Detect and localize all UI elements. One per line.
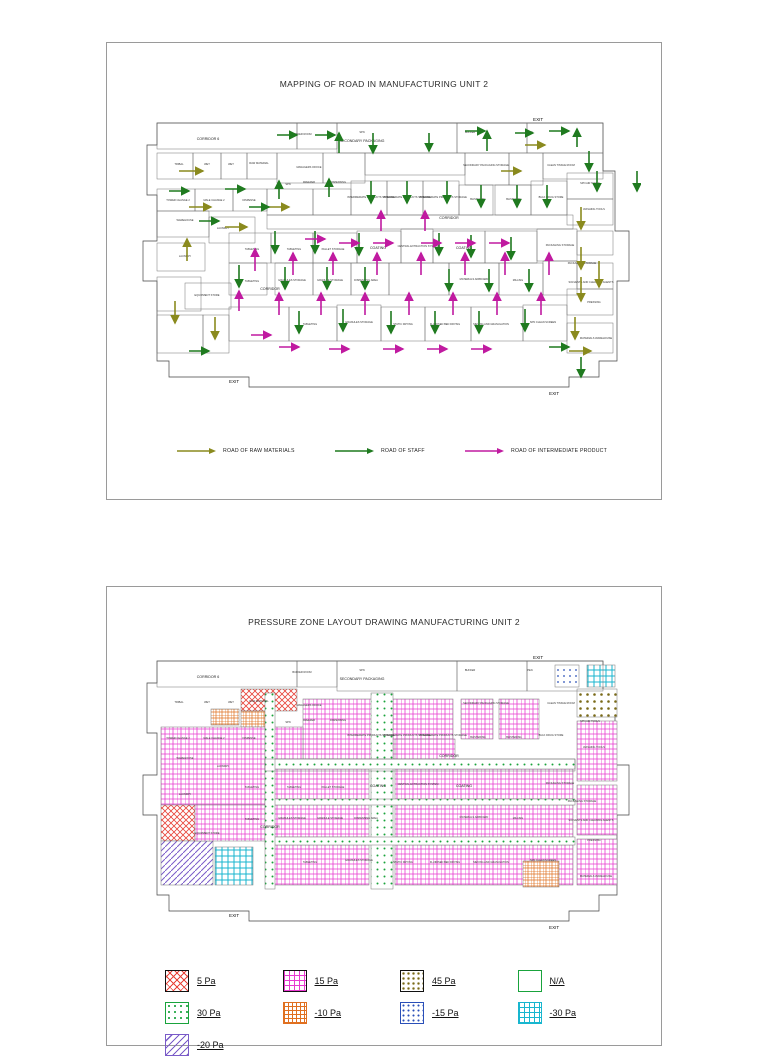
room-label: WET [204, 163, 210, 166]
legend-item-minus10pa [283, 997, 401, 1029]
swatch-30pa [165, 1002, 189, 1024]
room-label: INTERMEDIATE PRODUCTS STORAGE [347, 196, 395, 199]
room-label: CENTRAL EXTRACTION SYSTEM [397, 245, 439, 248]
room-label: MATERIALS AIRBOARD [459, 816, 489, 819]
legend-label: ROAD OF INTERMEDIATE PRODUCT [511, 448, 607, 454]
room-label: COATING [455, 784, 473, 788]
room-label: WAREHOUSE [176, 219, 194, 222]
room-label: WAREHOUSE [176, 757, 194, 760]
room-label: BUFFER [464, 131, 476, 134]
legend-label: -10 Pa [314, 1008, 342, 1018]
exit-label: EXIT [533, 655, 544, 660]
legend-label: ROAD OF RAW MATERIALS [223, 448, 295, 454]
floor-plan-road-mapping [129, 111, 641, 411]
room-label: SIEVING AND GRANULATION [473, 323, 509, 326]
room-label: SIEVING AND GRANULATION [473, 861, 509, 864]
room-label: TABLETING [244, 248, 260, 251]
room-label: DISPENSING AREA [354, 279, 378, 282]
room-label: BULK DRUG STORE [538, 734, 564, 737]
room-label: TRIBAL [174, 701, 184, 704]
room-label: PEN [527, 669, 533, 672]
room-label: LAUNDRY [178, 793, 192, 796]
sheet-title-pressure-zone: PRESSURE ZONE LAYOUT DRAWING MANUFACTURING UNIT 2 [248, 617, 520, 627]
room-label: SOLVENTS AND CLEANING AGENTS [568, 281, 614, 284]
room-label: PACKAGING STORAGE [545, 782, 575, 785]
room-label: SPN [285, 721, 291, 724]
legend-item-na [518, 965, 636, 997]
exit-label: EXIT [533, 117, 544, 122]
room-label: TRIBAL [174, 163, 184, 166]
sheet-road-mapping [106, 42, 662, 500]
room-label: MILLING [512, 279, 524, 282]
room-label: DISPENSE [242, 199, 256, 202]
room-label: WASHING TOOLS [583, 208, 605, 211]
room-label: FREEZER [302, 719, 316, 722]
legend-item-raw-materials [177, 447, 295, 455]
legend-label: -20 Pa [197, 1040, 224, 1050]
room-label: TABLETING [286, 248, 302, 251]
room-label: DISPENSE [242, 737, 256, 740]
room-label: CORRIDOR 6 [196, 675, 220, 679]
swatch-5pa [165, 970, 189, 992]
room-label: CORRIDOR [439, 216, 459, 220]
room-label: GRANULES STORAGE [278, 279, 306, 282]
room-label: PRESSING [587, 301, 601, 304]
legend-item-intermediate-product [465, 447, 607, 455]
room-label: FREEZER [302, 181, 316, 184]
legend-label: N/A [549, 976, 565, 986]
room-label: MALE CHANGE 2 [203, 199, 225, 202]
room-label: SPN [359, 131, 365, 134]
room-label: WET [228, 163, 234, 166]
room-label: TABLETING [302, 861, 318, 864]
legend-item-staff [335, 447, 425, 455]
legend-label: 15 Pa [314, 976, 339, 986]
room-label: DISPENSING [330, 181, 346, 184]
room-label: RAW MATERIAL [249, 162, 269, 165]
room-label: PACKAGING STORAGE [567, 800, 597, 803]
swatch-minus10pa [283, 1002, 307, 1024]
room-label: SPN AIR TOOLS [580, 720, 600, 723]
room-label: CLEAN TISSUE ROOM [547, 164, 575, 167]
room-label: INTERMEDIATE PRODUCTS STORAGE [347, 734, 395, 737]
legend-item-15pa [283, 965, 401, 997]
legend-label: -30 Pa [549, 1008, 577, 1018]
room-label: PEN [527, 131, 533, 134]
room-label: MATERIALS WAREHOUSE [579, 337, 613, 340]
legend-item-45pa [400, 965, 518, 997]
room-label: INTERMEDIATE PRODUCTS STORAGE [419, 734, 467, 737]
room-label: STATIC DRYING [393, 323, 413, 326]
room-label: PALLET STORAGE [321, 248, 345, 251]
room-label: CORRIDOR 6 [196, 137, 220, 141]
room-label: BLISTERING [470, 198, 486, 201]
room-label: MANAGERS OFFICE [296, 704, 322, 707]
room-label: BUFFER ROOM [292, 133, 312, 136]
sheet-title-road-mapping: MAPPING OF ROAD IN MANUFACTURING UNIT 2 [279, 79, 489, 89]
room-label: EQUIPMENT STORE [194, 294, 220, 297]
room-label: CORRIDOR [260, 287, 280, 291]
room-label: GRANULE STORAGE [317, 279, 343, 282]
room-label: COATING [369, 784, 387, 788]
room-label: SPN CLEAN SCREEN [529, 321, 557, 324]
room-label: LAUNDRY [178, 255, 192, 258]
room-label: STATIC DRYING [393, 861, 413, 864]
legend-label: 45 Pa [432, 976, 456, 986]
room-label: MILLING [512, 817, 524, 820]
legend-item-minus20pa [165, 1029, 283, 1061]
exit-label: EXIT [229, 913, 240, 918]
room-label: COATING [455, 246, 473, 250]
room-label: SECONDARY PACKAGING STORAGE [463, 164, 509, 167]
legend-label: -15 Pa [432, 1008, 459, 1018]
swatch-na [518, 970, 542, 992]
room-label: TABLETING [244, 280, 260, 283]
floor-plan-pressure-zone [129, 649, 641, 939]
room-label: TABLETING [302, 323, 318, 326]
room-label: TABLETING [244, 786, 260, 789]
room-label: RAW MATERIAL [249, 700, 269, 703]
room-label: MALE CHANGE 2 [203, 737, 225, 740]
room-label: BLISTERING [506, 736, 522, 739]
room-label: FLUIDISED BED DRYING [429, 861, 461, 864]
room-label: GRANULES STORAGE [278, 817, 306, 820]
legend-label: ROAD OF STAFF [380, 448, 425, 454]
room-label: SECONDARY PACKAGING STORAGE [463, 702, 509, 705]
room-label: SPN AIR TOOLS [580, 182, 600, 185]
room-label: BUFFER ROOM [292, 671, 312, 674]
room-label: WET [204, 701, 210, 704]
room-label: PACKAGING STORAGE [545, 244, 575, 247]
room-label: PALLET STORAGE [321, 786, 345, 789]
legend-label: 30 Pa [197, 1008, 221, 1018]
room-label: MATERIALS WAREHOUSE [579, 875, 613, 878]
room-label: CLEAN TISSUE ROOM [547, 702, 575, 705]
room-label: INTERMEDIATE PRODUCTS STORAGE [419, 196, 467, 199]
legend-item-minus30pa [518, 997, 636, 1029]
swatch-minus30pa [518, 1002, 542, 1024]
room-label: DISPENSING AREA [354, 817, 378, 820]
room-label: CORRIDOR [439, 754, 459, 758]
room-label: GRANULES STORAGE [345, 321, 373, 324]
room-label: MATERIALS AIRBOARD [459, 278, 489, 281]
room-label: EQUIPMENT STORE [194, 832, 220, 835]
exit-label: EXIT [229, 379, 240, 384]
swatch-45pa [400, 970, 424, 992]
room-label: TABLETING [286, 786, 302, 789]
room-label: BLISTERING [506, 198, 522, 201]
legend-item-5pa [165, 965, 283, 997]
room-label: LAUNDRY [216, 765, 230, 768]
room-label: TABLETING [244, 818, 260, 821]
room-label: GRANULES STORAGE [345, 859, 373, 862]
room-label: SPN [359, 669, 365, 672]
room-label: WASHING TOOLS [583, 746, 605, 749]
room-label: SPN [285, 183, 291, 186]
room-label: TOWER CHANGE 2 [166, 737, 190, 740]
room-label: TOWER CHANGE 2 [166, 199, 190, 202]
room-label: BLISTERING [470, 736, 486, 739]
legend-pressure-zones [165, 965, 635, 1061]
room-label: GRANULE STORAGE [317, 817, 343, 820]
legend-label: 5 Pa [197, 976, 216, 986]
room-label: PACKAGING STORAGE [567, 262, 597, 265]
room-label: MANAGERS OFFICE [296, 166, 322, 169]
legend-item-minus15pa [400, 997, 518, 1029]
room-label: SECONDARY PACKAGING [339, 139, 385, 143]
exit-label: EXIT [549, 391, 560, 396]
room-label: FLUIDISED BED DRYING [429, 323, 461, 326]
room-label: SOLVENTS AND CLEANING AGENTS [568, 819, 614, 822]
room-label: COATING [369, 246, 387, 250]
room-label: WET [228, 701, 234, 704]
room-label: LAUNDRY [216, 227, 230, 230]
room-label: SECONDARY PACKAGING [339, 677, 385, 681]
room-label: INTERMEDIATE PRODUCTS STORAGE [383, 196, 431, 199]
room-label: CENTRAL EXTRACTION SYSTEM [397, 783, 439, 786]
room-label: INTERMEDIATE PRODUCTS STORAGE [383, 734, 431, 737]
room-label: BULK DRUG STORE [538, 196, 564, 199]
sheet-pressure-zone [106, 586, 662, 1050]
room-label: PRESSING [587, 839, 601, 842]
room-label: DISPENSING [330, 719, 346, 722]
legend-roads [177, 447, 607, 455]
exit-label: EXIT [549, 925, 560, 930]
legend-item-30pa [165, 997, 283, 1029]
room-label: CORRIDOR [260, 825, 280, 829]
room-label: BUFFER [464, 669, 476, 672]
swatch-minus20pa [165, 1034, 189, 1056]
swatch-15pa [283, 970, 307, 992]
room-label: SPN CLEAN SCREEN [529, 859, 557, 862]
swatch-minus15pa [400, 1002, 424, 1024]
